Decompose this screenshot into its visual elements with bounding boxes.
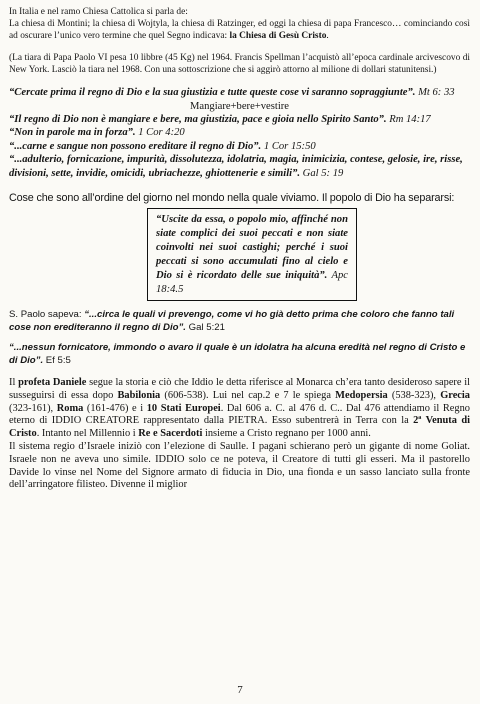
quote-ref: Mt 6: 33 <box>415 87 455 98</box>
quote-text: “Non in parole ma in forza”. <box>9 127 136 139</box>
text-run: (538-323), <box>387 389 441 401</box>
quote-ref: Gal 5:21 <box>185 321 225 333</box>
intro-text: La chiesa di Montini; la chiesa di Wojtyla, la chiesa di Ratzinger, ed oggi la chiesa di papa Francesco… cominciando così ad oscurare l’unico vero termine che quel Segno indicava: <box>9 19 470 41</box>
paolo-paragraph <box>9 309 470 334</box>
saulle-paragraph: Il sistema regio d’Israele iniziò con l’elezione di Saulle. I pagani schierano però un gigante di nome Goliat. Israele non ne aveva uno simile. IDDIO solo ce ne poteva, il Creatore di tutti gli esseri. Ma il pastorello Davide lo vinse nel Nome del Signore armato di fiducia in Dio, una fionda e un sasso lanciato sulla fronte dell’arringatore filisteo. Divenne il miglior <box>9 441 470 491</box>
quote-text: “...adulterio, fornicazione, impurità, dissolutezza, idolatria, magia, inimicizia, contese, gelosie, ire, risse, divisioni, sette, invidie, omicidi, ubriachezze, ghiottenerie e simili”. <box>9 154 463 179</box>
quote-rm-14-17 <box>9 113 470 127</box>
emphasis: Grecia <box>440 389 470 401</box>
quote-1cor-4-20 <box>9 126 470 140</box>
text-run: (161-476) e i <box>83 402 147 414</box>
daniele-paragraph <box>9 377 470 441</box>
emphasis: Medopersia <box>335 389 388 401</box>
quote-ref: Rm 14:17 <box>386 113 431 125</box>
intro-emphasis: la Chiesa di Gesù Cristo <box>229 31 327 41</box>
emphasis: 2ª Venuta di Cristo <box>9 415 470 440</box>
quote-text: “Cercate prima il regno di Dio e la sua giustizia e tutte queste cose vi saranno sopraggiunte”. <box>9 87 416 98</box>
emphasis: Roma <box>56 402 84 414</box>
text-run: . Intanto nel Millennio i <box>36 428 139 440</box>
quote-gal-5-19 <box>9 153 470 180</box>
text-run: segue la storia e ciò che Iddio le detta riferisce al Monarca ch’era tanto desideroso sapere il susseguirsi di essa dopo <box>9 377 470 401</box>
text-run: (323-161), <box>9 402 57 414</box>
quote-ref: Ef 5:5 <box>43 354 71 366</box>
quote-text: “...nessun fornicatore, immondo o avaro il quale è un idolatra ha alcuna eredità nel regno di Cristo e di Dio”. <box>9 342 466 366</box>
emphasis: 10 Stati Europei <box>146 402 221 414</box>
intro-paragraph <box>9 18 470 42</box>
quote-box-apc <box>147 208 357 301</box>
quote-text: “Uscite da essa, o popolo mio, affinché non siate complici dei suoi peccati e non siate coinvolti nei suoi castighi; perché i suoi peccati si sono accumulati fino al cielo e Dio si è ricordato delle sue iniquità”. <box>156 214 348 282</box>
intro-end: . <box>326 31 329 41</box>
fornicatore-paragraph <box>9 342 470 367</box>
quote-ref: Apc 18:4.5 <box>156 270 348 296</box>
paolo-lead: S. Paolo sapeva: <box>9 309 85 321</box>
emphasis: profeta Daniele <box>18 377 87 389</box>
intro-line: In Italia e nel ramo Chiesa Cattolica si parla de: <box>9 7 188 17</box>
quote-ref: 1 Cor 4:20 <box>135 127 185 139</box>
quote-text: “Il regno di Dio non è mangiare e bere, ma giustizia, pace e gioia nello Spirito Santo”. <box>9 113 387 125</box>
quote-text: “...carne e sangue non possono ereditare il regno di Dio”. <box>9 140 262 152</box>
section-heading: Mangiare+bere+vestire <box>189 100 289 112</box>
quote-ref: Gal 5: 19 <box>300 167 344 179</box>
text-run: insieme a Cristo regnano per 1000 anni. <box>202 428 371 440</box>
quote-1cor-15-50 <box>9 140 470 154</box>
text-run: Il <box>9 377 19 389</box>
quote-text: “...circa le quali vi prevengo, come vi ho già detto prima che coloro che fanno tali cose non erediteranno il regno di Dio”. <box>9 309 455 333</box>
text-run: (606-538). Lui nel cap.2 e 7 le spiega <box>160 389 336 401</box>
page-number: 7 <box>237 684 243 696</box>
cose-paragraph: Cose che sono all’ordine del giorno nel mondo nella quale viviamo. Il popolo di Dio ha separarsi: <box>9 191 455 204</box>
emphasis: Babilonia <box>117 389 161 401</box>
quote-mt-6-33 <box>9 86 470 100</box>
quote-ref: 1 Cor 15:50 <box>261 140 316 152</box>
text-run: . Dal 606 a. C. al 476 d. C.. Dal 476 attendiamo il Regno eterno di IDDIO CREATORE rappresentato dalla PIETRA. Esso subentrerà in Terra con la <box>9 402 470 427</box>
emphasis: Re e Sacerdoti <box>138 428 203 440</box>
tiara-note: (La tiara di Papa Paolo VI pesa 10 libbre (45 Kg) nel 1964. Francis Spellman l’acquistò all’epoca cardinale arcivescovo di New York. Lasciò la tiara nel 1968. Con una sottoscrizione che si aggirò attorno al milione di dollari statunitensi.) <box>9 53 470 75</box>
